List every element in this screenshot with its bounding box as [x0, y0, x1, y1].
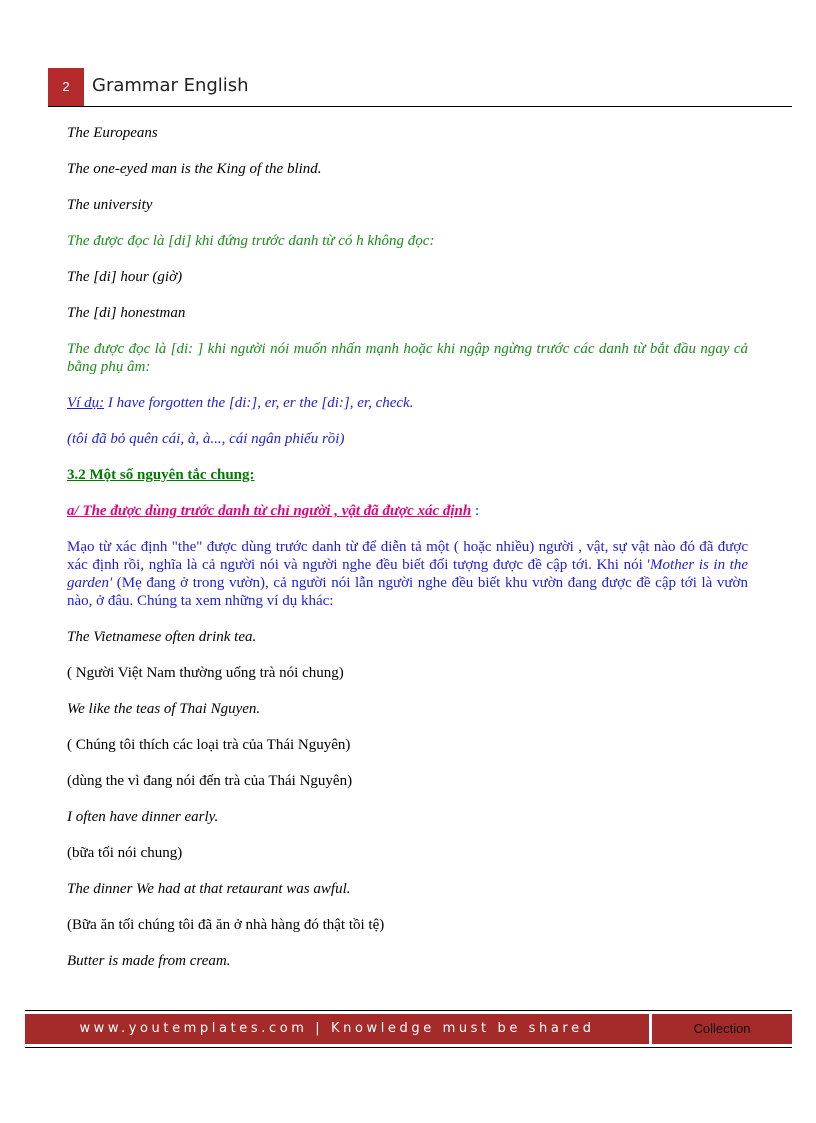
line-teas-note: (dùng the vì đang nói đến trà của Thái Nguyên)	[67, 773, 353, 789]
example-text: I have forgotten the [di:], er, er the [di:], er, check.	[104, 395, 414, 411]
subheading-suffix: :	[471, 503, 480, 519]
explanation-part-2: (Mẹ đang ở trong vườn), cả người nói lẫn người nghe đều biết khu vườn đang được đề cập tới là vườn nào, ở đâu. Chúng ta xem những ví dụ khác:	[67, 575, 748, 609]
line-university: The university	[67, 197, 153, 213]
line-one-eyed: The one-eyed man is the King of the blind.	[67, 161, 322, 177]
example-line	[67, 394, 748, 412]
document-body	[67, 124, 748, 988]
line-teas-translation: ( Chúng tôi thích các loại trà của Thái Nguyên)	[67, 737, 351, 753]
line-europeans: The Europeans	[67, 125, 158, 141]
footer-divider-top	[25, 1010, 792, 1011]
page-header	[48, 68, 792, 107]
header-title: Grammar English	[92, 75, 249, 96]
line-butter: Butter is made from cream.	[67, 953, 231, 969]
line-teas-thai-nguyen: We like the teas of Thai Nguyen.	[67, 701, 261, 717]
footer-divider-bottom	[25, 1047, 792, 1048]
explanation-paragraph	[67, 538, 748, 610]
explanation-part-1: Mạo từ xác định "the" được dùng trước danh từ để diễn tả một ( hoặc nhiều) người , vật, sự vật nào đó đã được xác định rồi, nghĩa là cả người nói và người nghe đều biết đối tượng được đề cập tới. Khi nói '	[67, 539, 748, 573]
rule-di: The được đọc là [di] khi đứng trước danh từ có h không đọc:	[67, 233, 435, 249]
line-vietnamese-tea: The Vietnamese often drink tea.	[67, 629, 257, 645]
example-translation: (tôi đã bỏ quên cái, à, à..., cái ngân phiếu rồi)	[67, 431, 345, 447]
subheading-line	[67, 502, 748, 520]
line-dinner-note: (bữa tối nói chung)	[67, 845, 183, 861]
rule-di-long: The được đọc là [di: ] khi người nói muốn nhấn mạnh hoặc khi ngập ngừng trước các danh từ bắt đầu ngay cả bằng phụ âm:	[67, 341, 748, 375]
footer-website-bar: www.youtemplates.com | Knowledge must be shared	[25, 1014, 649, 1044]
line-honestman: The [di] honestman	[67, 305, 186, 321]
line-dinner-translation: (Bữa ăn tối chúng tôi đã ăn ở nhà hàng đó thật tồi tệ)	[67, 917, 385, 933]
line-dinner-restaurant: The dinner We had at that retaurant was awful.	[67, 881, 351, 897]
footer-collection: Collection	[652, 1014, 792, 1044]
subheading: a/ The được dùng trước danh từ chỉ người , vật đã được xác định	[67, 503, 472, 519]
page-number: 2	[48, 68, 84, 106]
section-heading: 3.2 Một số nguyên tắc chung:	[67, 467, 255, 483]
line-hour: The [di] hour (giờ)	[67, 269, 183, 285]
line-dinner-early: I often have dinner early.	[67, 809, 219, 825]
line-vietnamese-tea-translation: ( Người Việt Nam thường uống trà nói chung)	[67, 665, 344, 681]
explanation-quote: Mother is in the garden'	[67, 557, 749, 591]
example-label: Ví dụ:	[67, 395, 105, 411]
